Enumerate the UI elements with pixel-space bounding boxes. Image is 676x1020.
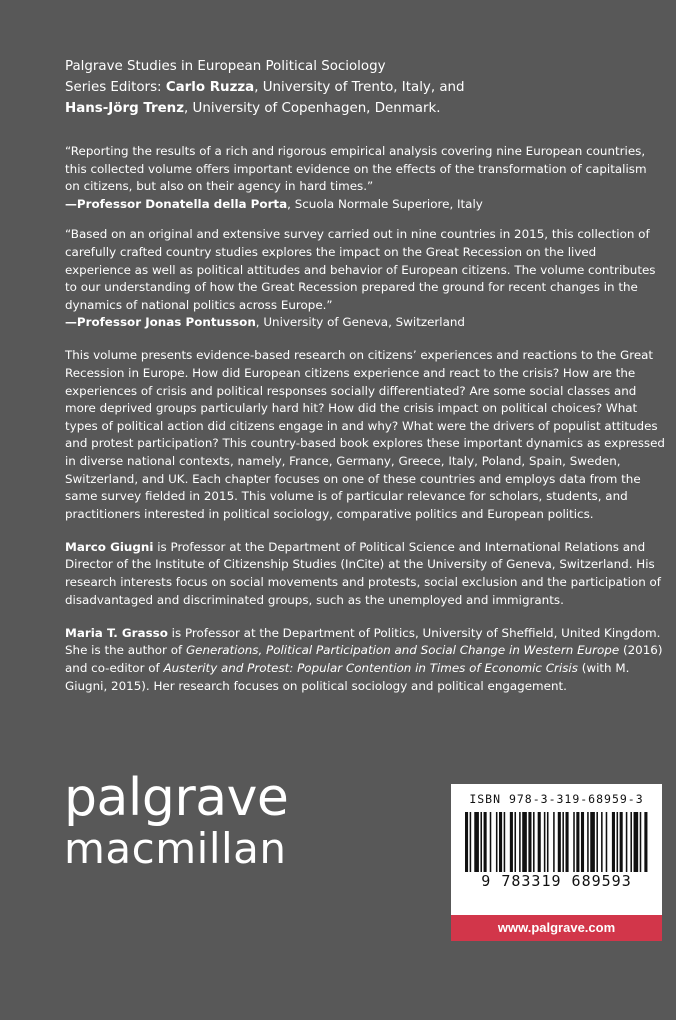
- barcode-stripe: [496, 812, 498, 872]
- endorsement-1-affiliation: , Scuola Normale Superiore, Italy: [287, 196, 483, 211]
- series-title: Palgrave Studies in European Political Sociology: [65, 59, 386, 74]
- series-editors-line1: [65, 77, 625, 98]
- barcode-stripe: [544, 812, 546, 872]
- barcode-stripe: [626, 812, 628, 872]
- barcode-stripe: [581, 812, 584, 872]
- barcode-stripe: [590, 812, 595, 872]
- editor1-affiliation: , University of Trento, Italy, and: [254, 80, 465, 95]
- endorsement-2-text: “Based on an original and extensive survey carried out in nine countries in 2015, this collection of carefully crafted country studies explores the impact on the Great Recession on the lived experience as well as political attitudes and behavior of European citizens. The volume contributes to our understanding of how the Great Recession prepared the ground for recent changes in the dynamics of national politics across Europe.”: [65, 227, 656, 312]
- editor2-name: Hans-Jörg Trenz: [65, 101, 185, 116]
- endorsement-2-affiliation: , University of Geneva, Switzerland: [255, 315, 465, 330]
- barcode-stripe: [499, 812, 502, 872]
- barcode-stripe: [606, 812, 608, 872]
- barcode-stripe: [596, 812, 598, 872]
- barcode-digits: 9 783319 689593: [481, 872, 632, 890]
- author-bio-1: [65, 539, 665, 609]
- barcode-stripe: [617, 812, 619, 872]
- barcode-bars: [465, 812, 649, 872]
- barcode-stripe: [553, 812, 555, 872]
- barcode-stripe: [566, 812, 569, 872]
- barcode-stripe: [634, 812, 639, 872]
- barcode-stripe: [573, 812, 575, 872]
- author-2-name: Maria T. Grasso: [65, 625, 168, 640]
- barcode-stripe: [538, 812, 541, 872]
- endorsement-1: [65, 143, 665, 213]
- endorsement-1-text: “Reporting the results of a rich and rigorous empirical analysis covering nine European countries, this collected volume offers important evidence on the effects of the transformation of capitalism on citizens, but also on their agency in hard times.”: [65, 144, 647, 194]
- series-editors-prefix: Series Editors:: [65, 80, 166, 95]
- barcode-stripe: [480, 812, 482, 872]
- back-cover-text: [65, 143, 665, 711]
- endorsement-2: [65, 226, 665, 332]
- barcode-stripe: [640, 812, 642, 872]
- barcode-stripe: [630, 812, 632, 872]
- barcode-stripe: [612, 812, 615, 872]
- barcode-stripe: [474, 812, 479, 872]
- barcode-stripe: [522, 812, 527, 872]
- barcode-stripe: [519, 812, 521, 872]
- endorsement-2-author: —Professor Jonas Pontusson: [65, 315, 256, 330]
- author-2-bio-part3: (with M. Giugni, 2015). Her research focuses on political sociology and political engagement.: [65, 660, 630, 693]
- barcode-stripe: [601, 812, 603, 872]
- barcode-stripe: [558, 812, 561, 872]
- author-1-bio: is Professor at the Department of Political Science and International Relations and Director of the Institute of Citizenship Studies (InCite) at the University of Geneva, Switzerland. His research interests focus on social movements and protests, social exclusion and the participation of disadvantaged and discriminated groups, such as the unemployed and immigrants.: [65, 539, 661, 607]
- barcode-stripe: [484, 812, 487, 872]
- publisher-url: www.palgrave.com: [451, 915, 662, 941]
- logo-line-palgrave: palgrave: [64, 768, 289, 828]
- author-2-book-title-1: Generations, Political Participation and Social Change in Western Europe: [185, 643, 620, 658]
- author-bio-2: [65, 625, 665, 695]
- author-2-bio-part2: (2016) and co-editor of: [65, 643, 663, 675]
- author-2-book-title-2: Austerity and Protest: Popular Contention in Times of Economic Crisis: [163, 660, 578, 675]
- barcode-stripe: [587, 812, 589, 872]
- isbn-label: ISBN 978-3-319-68959-3: [469, 792, 644, 806]
- barcode-stripe: [644, 812, 647, 872]
- barcode-stripe: [510, 812, 513, 872]
- logo-line-macmillan: macmillan: [64, 824, 287, 873]
- barcode-stripe: [490, 812, 492, 872]
- author-2-bio-part1: is Professor at the Department of Politics, University of Sheffield, United Kingdom. She is the author of: [65, 625, 661, 658]
- barcode-stripe: [504, 812, 506, 872]
- endorsement-1-author: —Professor Donatella della Porta: [65, 196, 288, 211]
- barcode-stripe: [465, 812, 468, 872]
- series-info: [65, 56, 625, 119]
- barcode-stripe: [533, 812, 535, 872]
- editor2-affiliation: , University of Copenhagen, Denmark.: [184, 101, 441, 116]
- barcode-stripe: [620, 812, 623, 872]
- barcode-stripe: [514, 812, 516, 872]
- author-1-name: Marco Giugni: [65, 539, 154, 554]
- barcode-stripe: [528, 812, 531, 872]
- barcode-stripe: [576, 812, 579, 872]
- barcode-stripe: [547, 812, 549, 872]
- barcode-panel: [451, 784, 662, 941]
- editor1-name: Carlo Ruzza: [165, 80, 255, 95]
- book-description: This volume presents evidence-based research on citizens’ experiences and reactions to the Great Recession in Europe. How did European citizens experience and react to the crisis? How are the experiences of crisis and political responses socially differentiated? Are some social classes and more deprived groups particularly hard hit? How did the crisis impact on political choices? What types of political action did citizens engage in and why? What were the drivers of populist attitudes and protest participation? This country-based book explores these important dynamics as expressed in diverse national contexts, namely, France, Germany, Greece, Italy, Poland, Spain, Sweden, Switzerland, and UK. Each chapter focuses on one of these countries and employs data from the same survey fielded in 2015. This volume is of particular relevance for scholars, students, and practitioners interested in political sociology, comparative politics and European politics.: [65, 348, 665, 521]
- series-editors-line2: [65, 98, 625, 119]
- barcode-stripe: [562, 812, 564, 872]
- barcode-stripe: [470, 812, 472, 872]
- publisher-logo: [64, 770, 324, 872]
